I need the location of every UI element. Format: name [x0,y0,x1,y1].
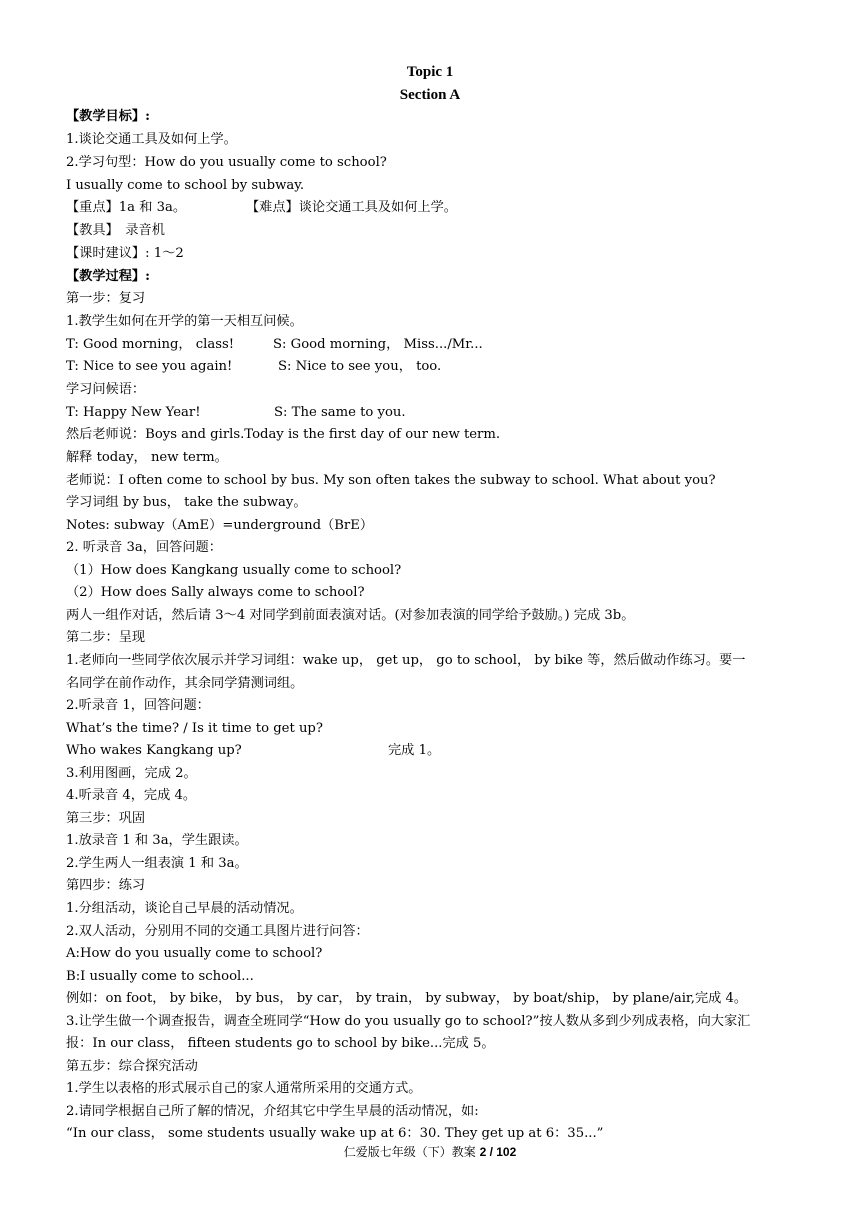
text-line: 老师说：I often come to school by bus. My son often takes the subway to school. What about you? [66,473,716,488]
teacher-line: T: Happy New Year! [66,405,201,420]
teacher-line: T: Good morning， class! [66,337,235,352]
teacher-line: T: Nice to see you again! [66,359,233,374]
text-line: 3.利用图画，完成 2。 [66,766,197,781]
text-line: “In our class， some students usually wake up at 6：30. They get up at 6：35...” [66,1126,604,1141]
student-line: S: Nice to see you， too. [278,359,442,374]
text-line: 1.学生以表格的形式展示自己的家人通常所采用的交通方式。 [66,1081,422,1096]
text-line: 1.放录音 1 和 3a，学生跟读。 [66,833,248,848]
text-line: 2.听录音 1，回答问题： [66,698,210,713]
text-line: 解释 today， new term。 [66,450,228,465]
text-line: 2.学习句型：How do you usually come to school? [66,155,387,170]
text-line: 1.谈论交通工具及如何上学。 [66,132,237,147]
text-line: 学习词组 by bus， take the subway。 [66,495,307,510]
page-footer [0,1143,860,1160]
objectives-label: 【教学目标】: [66,109,150,124]
text-line: I usually come to school by subway. [66,178,305,193]
tools-line: 【教具】 录音机 [66,223,165,238]
text-line: What’s the time? / Is it time to get up? [66,721,323,736]
step-heading: 第二步：呈现 [66,630,146,645]
step-heading: 第三步：巩固 [66,811,146,826]
text-line: 例如：on foot， by bike， by bus， by car， by train， by subway， by boat/ship， by plane/air,完成 4。 [66,991,748,1006]
text-line: 然后老师说：Boys and girls.Today is the first day of our new term. [66,427,501,442]
text-line: 报：In our class， fifteen students go to school by bike...完成 5。 [66,1036,495,1051]
text-line: （2）How does Sally always come to school? [66,585,365,600]
text-line: （1）How does Kangkang usually come to school? [66,563,402,578]
key-point-text: 【重点】1a 和 3a。 [66,200,187,215]
text-line: 2. 听录音 3a，回答问题： [66,540,222,555]
process-label: 【教学过程】: [66,269,150,284]
text-line: 1.分组活动，谈论自己早晨的活动情况。 [66,901,303,916]
footer-text: 仁爱版七年级（下）教案 [343,1145,476,1159]
topic-heading: Topic 1 [406,64,454,80]
page-number: 2 / 102 [479,1145,517,1159]
text-line: 2.双人活动，分别用不同的交通工具图片进行问答： [66,924,369,939]
section-heading: Section A [399,87,461,103]
difficulty-text: 【难点】谈论交通工具及如何上学。 [246,200,457,215]
student-line: S: The same to you. [274,405,406,420]
text-line: 2.请同学根据自己所了解的情况，介绍其它中学生早晨的活动情况，如: [66,1104,479,1119]
text-line: 3.让学生做一个调查报告，调查全班同学“How do you usually go to school?”按人数从多到少列成表格，向大家汇 [66,1014,751,1029]
text-line: 名同学在前作动作，其余同学猜测词组。 [66,676,304,691]
text-line: B:I usually come to school... [66,969,254,984]
text-line: 学习问候语： [66,382,146,397]
question-text: Who wakes Kangkang up? [66,743,242,758]
step-heading: 第五步：综合探究活动 [66,1059,198,1074]
completion-note: 完成 1。 [388,743,441,758]
hours-line: 【课时建议】: 1～2 [66,246,184,261]
text-line: 1.老师向一些同学依次展示并学习词组：wake up， get up， go to school， by bike 等，然后做动作练习。要一 [66,653,746,668]
text-line: 两人一组作对话，然后请 3～4 对同学到前面表演对话。(对参加表演的同学给予鼓励。) 完成 3b。 [66,608,635,623]
text-line: 4.听录音 4，完成 4。 [66,788,197,803]
text-line: A:How do you usually come to school? [66,946,323,961]
text-line: 2.学生两人一组表演 1 和 3a。 [66,856,248,871]
text-line: Notes: subway（AmE）=underground（BrE） [66,518,374,533]
text-line: 1.教学生如何在开学的第一天相互问候。 [66,314,303,329]
step-heading: 第一步：复习 [66,291,146,306]
step-heading: 第四步：练习 [66,878,146,893]
student-line: S: Good morning， Miss.../Mr... [273,337,483,352]
